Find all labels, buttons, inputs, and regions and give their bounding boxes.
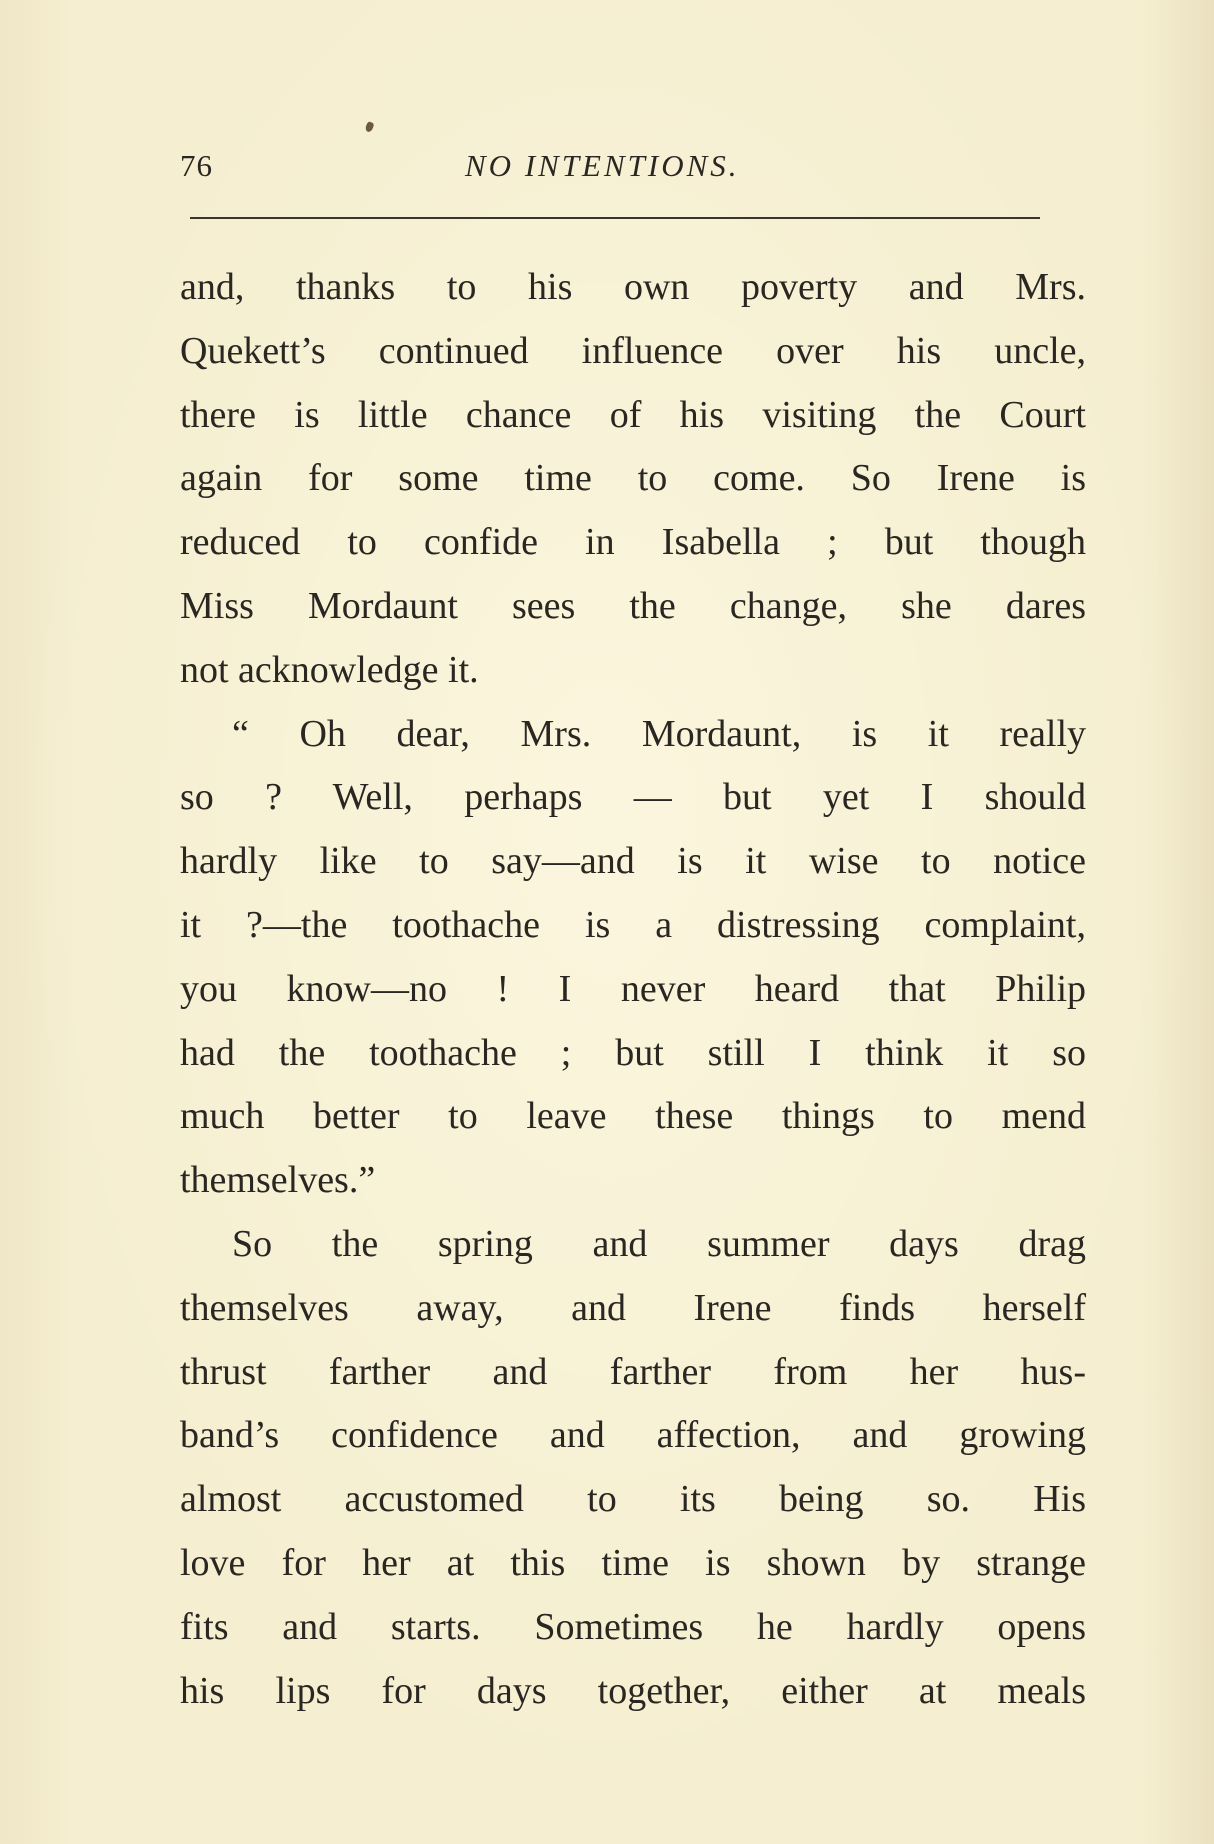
text-line: hardly like to say—and is it wise to notice <box>180 840 1086 883</box>
text-line: had the toothache ; but still I think it so <box>180 1031 1086 1074</box>
header-rule <box>190 217 1040 219</box>
text-line: themselves.” <box>180 1159 376 1202</box>
text-line: reduced to confide in Isabella ; but though <box>180 521 1086 564</box>
text-line: So the spring and summer days drag <box>232 1222 1086 1265</box>
text-line: you know—no ! I never heard that Philip <box>180 967 1086 1010</box>
text-line: love for her at this time is shown by strange <box>180 1541 1086 1584</box>
text-line: not acknowledge it. <box>180 648 479 691</box>
text-line: “ Oh dear, Mrs. Mordaunt, is it really <box>232 712 1086 755</box>
text-line: Quekett’s continued influence over his uncle, <box>180 329 1086 372</box>
text-line: thrust farther and farther from her hus- <box>180 1350 1086 1393</box>
page-header <box>180 148 1040 198</box>
page-number: 76 <box>180 148 213 183</box>
text-line: much better to leave these things to mend <box>180 1095 1086 1138</box>
text-line: it ?—the toothache is a distressing complaint, <box>180 903 1086 946</box>
text-line: band’s confidence and affection, and growing <box>180 1414 1086 1457</box>
running-title: NO INTENTIONS. <box>465 148 740 183</box>
ink-speck <box>365 121 375 133</box>
text-line: his lips for days together, either at meals <box>180 1669 1086 1712</box>
text-line: themselves away, and Irene finds herself <box>180 1286 1086 1329</box>
text-line: so ? Well, perhaps — but yet I should <box>180 776 1086 819</box>
body-text <box>180 256 1086 1723</box>
text-line: and, thanks to his own poverty and Mrs. <box>180 266 1086 308</box>
text-line: there is little chance of his visiting the Court <box>180 393 1086 436</box>
text-line: fits and starts. Sometimes he hardly opens <box>180 1605 1086 1648</box>
text-line: almost accustomed to its being so. His <box>180 1478 1086 1521</box>
text-line: Miss Mordaunt sees the change, she dares <box>180 584 1086 627</box>
text-line: again for some time to come. So Irene is <box>180 457 1086 500</box>
